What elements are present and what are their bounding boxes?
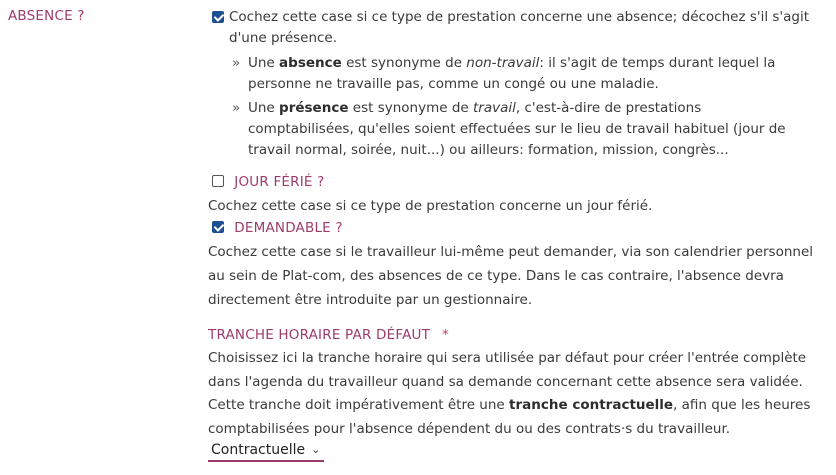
bullet-mark: » — [232, 55, 241, 71]
required-marker: * — [442, 327, 449, 343]
tranche-label: TRANCHE HORAIRE PAR DÉFAUT — [208, 327, 431, 343]
bullet-absence: » Une absence est synonyme de non-travail: il s'agit de temps durant lequel la personne ne travaille pas, comme un congé ou une maladie. — [232, 55, 776, 92]
bullet-mark: » — [232, 100, 241, 116]
demandable-label[interactable]: DEMANDABLE ? — [234, 220, 343, 236]
absence-label: ABSENCE ? — [8, 8, 85, 24]
absence-checkbox[interactable] — [212, 11, 224, 23]
tranche-description: Choisissez ici la tranche horaire qui sera utilisée par défaut pour créer l'entrée complète dans l'agenda du travailleur quand sa demande concernant cette absence sera validée. Cette tranche doit impérativement être une tranche contractuelle, afin que les heures comptabilisées pour l'absence dépendent du ou des contrats·s du travailleur. — [208, 350, 811, 437]
absence-bullets — [232, 53, 797, 161]
tranche-select[interactable] — [208, 442, 324, 462]
absence-description: Cochez cette case si ce type de prestation concerne une absence; décochez s'il s'agit d'une présence. — [229, 9, 810, 46]
jour-ferie-description: Cochez cette case si ce type de prestation concerne un jour férié. — [208, 198, 653, 214]
jour-ferie-checkbox[interactable] — [212, 175, 224, 187]
demandable-checkbox[interactable] — [212, 221, 224, 233]
jour-ferie-row — [212, 174, 325, 190]
tranche-selected-value: Contractuelle — [211, 442, 306, 458]
jour-ferie-label[interactable]: JOUR FÉRIÉ ? — [234, 174, 325, 190]
demandable-description: Cochez cette case si le travailleur lui-même peut demander, via son calendrier personnel au sein de Plat-com, des absences de ce type. Dans le cas contraire, l'absence devra directement être introduite par un gestionnaire. — [208, 244, 814, 308]
demandable-row — [212, 220, 343, 236]
tranche-label-row — [208, 327, 449, 343]
tranche-select-wrapper — [208, 442, 324, 462]
chevron-down-icon: ⌄ — [311, 443, 321, 456]
absence-section — [212, 7, 812, 164]
bullet-presence: » Une présence est synonyme de travail, c'est-à-dire de prestations comptabilisées, qu'elles soient effectuées sur le lieu de travail habituel (jour de travail normal, soirée, nuit...) ou ailleurs: formation, mission, congrès... — [232, 100, 786, 158]
